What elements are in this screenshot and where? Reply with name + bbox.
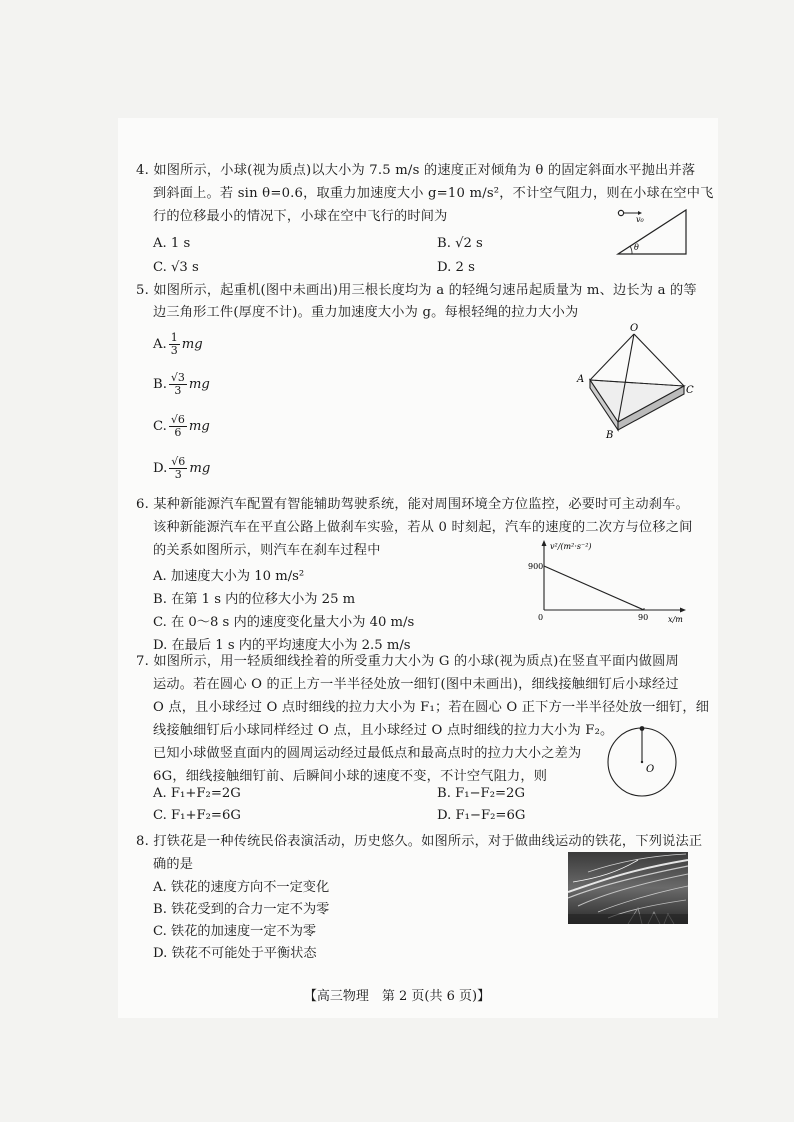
q5-option-c: C. $\frac{√6}{6}$ mg	[153, 413, 210, 439]
q6-line2: 该种新能源汽车在平直公路上做刹车实验，若从 0 时刻起，汽车的速度的二次方与位移之间	[153, 520, 693, 535]
q7-line3: O 点，且小球经过 O 点时细线的拉力大小为 F₁；若在圆心 O 正下方一半半径处放一细钉，细	[153, 700, 710, 715]
x-axis-label: x/m	[668, 615, 683, 624]
triangle-workpiece-figure	[572, 322, 698, 440]
q5-option-b: B. $\frac{√3}{3}$ mg	[153, 371, 210, 397]
v0-label: v₀	[636, 215, 644, 224]
ball	[640, 726, 645, 731]
q4-option-a: A. 1 s	[153, 236, 191, 251]
q6-option-c: C. 在 0～8 s 内的速度变化量大小为 40 m/s	[153, 615, 415, 630]
q4-option-b: B. √2 s	[437, 236, 483, 251]
incline-triangle	[618, 210, 686, 254]
x-tick-90: 90	[638, 613, 649, 622]
q6-option-b: B. 在第 1 s 内的位移大小为 25 m	[153, 592, 356, 607]
q6-line3: 的关系如图所示，则汽车在刹车过程中	[153, 543, 381, 558]
center-label: O	[646, 764, 655, 775]
theta-label: θ	[634, 243, 639, 252]
q7-line6: 6G，细线接触细钉前、后瞬间小球的速度不变，不计空气阻力，则	[153, 769, 548, 784]
ball	[618, 210, 623, 215]
q5-line1: 5. 如图所示，起重机(图中未画出)用三根长度均为 a 的轻绳匀速吊起质量为 m、边长为 a 的等	[136, 283, 697, 298]
q8-option-b: B. 铁花受到的合力一定不为零	[153, 902, 330, 917]
q8-option-a: A. 铁花的速度方向不一定变化	[153, 880, 330, 895]
label-b: B	[606, 430, 614, 440]
q7-option-c: C. F₁+F₂=6G	[153, 808, 241, 823]
label-c: C	[686, 385, 694, 396]
y-tick-900: 900	[528, 562, 544, 571]
q8-line2: 确的是	[153, 857, 194, 872]
incline-figure	[612, 206, 692, 258]
page-footer: 【高三物理 第 2 页(共 6 页)】	[303, 989, 491, 1004]
q4-option-d: D. 2 s	[437, 260, 475, 275]
q5-option-a: A. $\frac{1}{3}$ mg	[153, 331, 203, 357]
q7-option-a: A. F₁+F₂=2G	[153, 786, 241, 801]
q8-option-d: D. 铁花不可能处于平衡状态	[153, 946, 317, 961]
q4-line1: 4. 如图所示，小球(视为质点)以大小为 7.5 m/s 的速度正对倾角为 θ 的固定斜面水平抛出并落	[136, 163, 696, 178]
q4-line2: 到斜面上。若 sin θ=0.6，取重力加速度大小 g=10 m/s²，不计空气阻力，则在小球在空中飞	[153, 186, 714, 201]
circle-motion-figure	[604, 722, 684, 802]
q8-option-c: C. 铁花的加速度一定不为零	[153, 924, 317, 939]
q5-line2: 边三角形工件(厚度不计)。重力加速度大小为 g。每根轻绳的拉力大小为	[153, 305, 579, 320]
rope-oc	[634, 334, 684, 386]
origin-label: 0	[538, 613, 544, 622]
q5-option-d: D. $\frac{√6}{3}$ mg	[153, 455, 211, 481]
v2-line	[544, 566, 644, 610]
y-axis-label: v²/(m²·s⁻²)	[550, 542, 592, 551]
q7-option-b: B. F₁−F₂=2G	[437, 786, 525, 801]
q6-option-a: A. 加速度大小为 10 m/s²	[153, 569, 305, 584]
q6-line1: 6. 某种新能源汽车配置有智能辅助驾驶系统，能对周围环境全方位监控，必要时可主动刹车。	[136, 497, 689, 512]
label-a: A	[577, 374, 585, 385]
q7-line4: 线接触细钉后小球同样经过 O 点，且小球经过 O 点时细线的拉力大小为 F₂。	[153, 723, 614, 738]
v2-x-graph	[528, 538, 692, 628]
q7-line1: 7. 如图所示，用一轻质细线拴着的所受重力大小为 G 的小球(视为质点)在竖直平面内做圆周	[136, 654, 679, 669]
q4-line3: 行的位移最小的情况下，小球在空中飞行的时间为	[153, 209, 448, 224]
label-o: O	[630, 323, 639, 334]
q7-option-d: D. F₁−F₂=6G	[437, 808, 526, 823]
q6-option-d: D. 在最后 1 s 内的平均速度大小为 2.5 m/s	[153, 638, 411, 653]
iron-flower-photo	[568, 852, 688, 924]
q8-line1: 8. 打铁花是一种传统民俗表演活动，历史悠久。如图所示，对于做曲线运动的铁花，下列说法正	[136, 834, 703, 849]
q7-line5: 已知小球做竖直面内的圆周运动经过最低点和最高点时的拉力大小之差为	[153, 746, 582, 761]
q4-option-c: C. √3 s	[153, 260, 199, 275]
q7-line2: 运动。若在圆心 O 的正上方一半半径处放一细钉(图中未画出)，细线接触细钉后小球经过	[153, 677, 679, 692]
